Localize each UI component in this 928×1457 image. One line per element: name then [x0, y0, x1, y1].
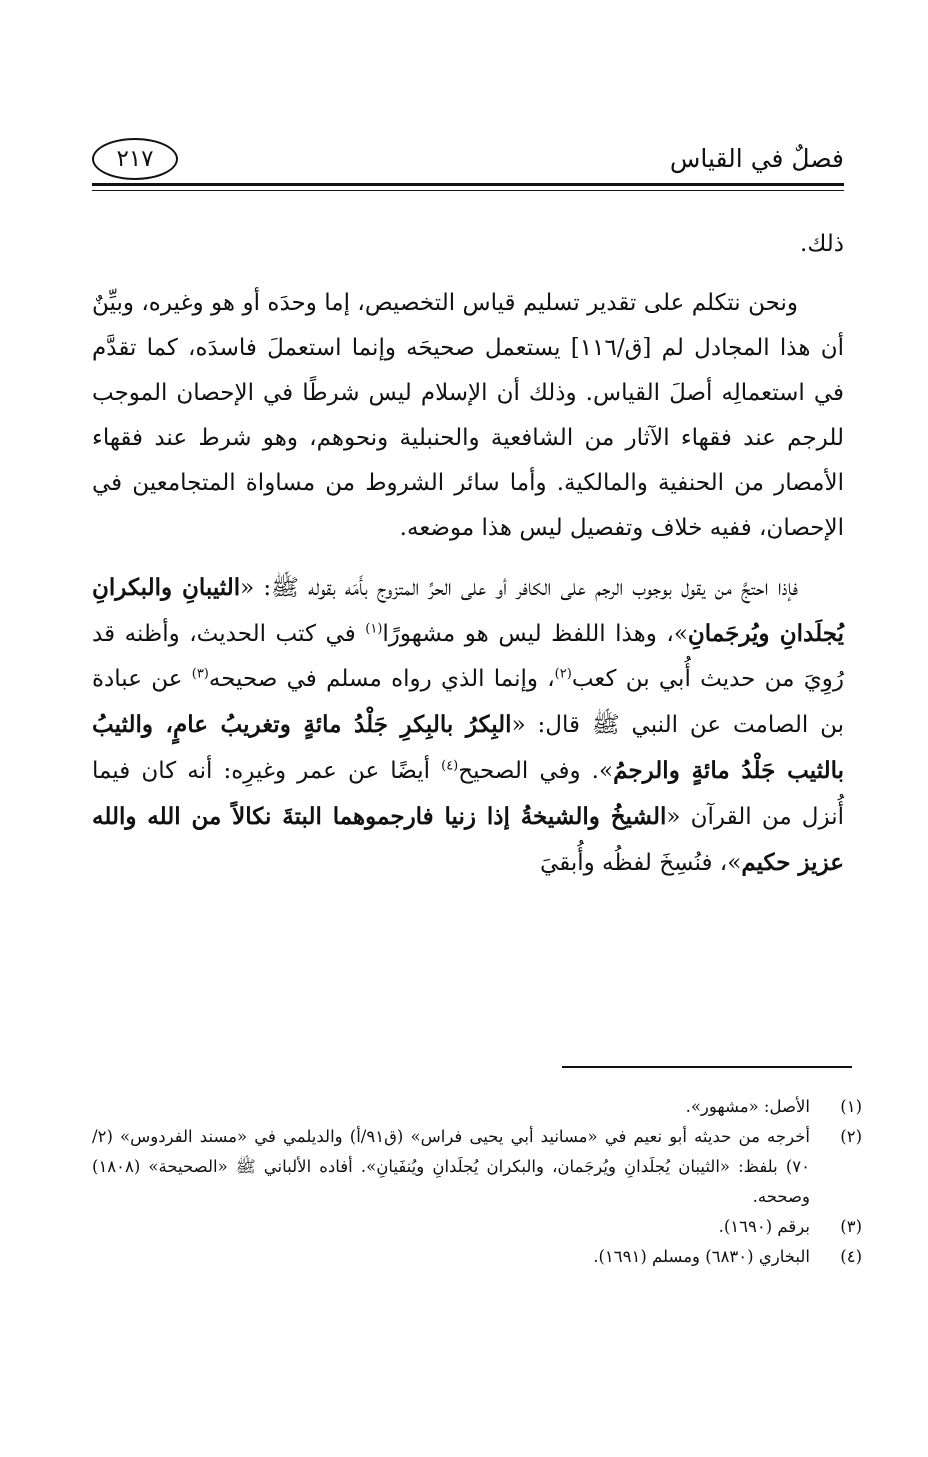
paragraph-3-text: في كتب الحديث، وأظنه قد رُوِيَ من حديث أُبي بن كعب — [92, 621, 844, 692]
footnote-number: (٢) — [840, 1127, 862, 1146]
paragraph-3-text: »، فنُسِخَ لفظُه وأُبقيَ — [540, 850, 742, 876]
hadith-quote-2: البِكرُ بالبِكرِ جَلْدُ مائةٍ وتغريبُ عامٍ، والثيبُ بالثيب جَلْدُ مائةٍ والرجمُ — [92, 711, 845, 784]
footnote-number: (٣) — [840, 1217, 862, 1236]
footnote-number: (٤) — [840, 1247, 862, 1266]
footnote-2 — [92, 1122, 862, 1212]
header-rule-thick — [92, 183, 844, 186]
page-header — [92, 138, 844, 184]
footnote-ref-3[interactable]: (٣) — [191, 666, 209, 682]
header-rule-thin — [92, 190, 844, 191]
footnote-ref-2[interactable]: (٢) — [554, 666, 572, 682]
paragraph-1 — [92, 222, 844, 267]
page-number-badge: ٢١٧ — [92, 138, 178, 180]
footnote-text: أخرجه من حديثه أبو نعيم في «مسانيد أبي يحيى فراس» (ق٩١/أ) والديلمي في «مسند الفردوس» (٢/ ٧٠) بلفظ: «الثيبان يُجلَدانِ ويُرجَمان، والبكران يُجلَدانِ ويُنفَيانِ». أفاده الألباني ﷺ «الصحيحة» (١٨٠٨) وصححه. — [92, 1127, 810, 1206]
paragraph-3 — [92, 565, 844, 886]
paragraph-1-text: ذلك. — [800, 231, 844, 257]
running-title: فصلٌ في القياس — [669, 144, 844, 173]
paragraph-3-text: ». وفي الصحيح — [458, 758, 614, 784]
footnote-4 — [92, 1242, 862, 1272]
paragraph-3-text: ، وإنما الذي رواه مسلم في صحيحه — [208, 666, 555, 692]
footnote-text: برقم (١٦٩٠). — [718, 1217, 810, 1236]
paragraph-3-text: أيضًا عن عمر وغيرِه: أنه كان فيما أُنزل من القرآن « — [92, 758, 844, 830]
paragraph-2-text: ونحن نتكلم على تقدير تسليم قياس التخصيص، إما وحدَه أو هو وغيره، وبيِّنٌ أن هذا المجادل لم [ق/١١٦] يستعمل صحيحَه وإنما استعملَ فاسدَه، كما تقدَّم في استعمالِه أصلَ القياس. وذلك أن الإسلام ليس شرطًا في الإحصان الموجب للرجم عند فقهاء الآثار من الشافعية والحنبلية ونحوهم، وهو شرط عند فقهاء الأمصار من الحنفية والمالكية. وأما سائر الشروط من مساواة المتجامعين في الإحصان، ففيه خلاف وتفصيل ليس هذا موضعه. — [92, 290, 844, 541]
paragraph-3-text: فإذا احتجَّ من يقول بوجوب الرجم على الكافر أو على الحرِّ المتزوج بأَمَه بقوله ﷺ: « — [240, 575, 798, 601]
paragraph-3-text: عن عبادة بن الصامت عن النبي ﷺ قال: « — [92, 666, 845, 738]
paragraph-2 — [92, 281, 844, 551]
footnote-text: البخاري (٦٨٣٠) ومسلم (١٦٩١). — [593, 1247, 810, 1266]
footnote-number: (١) — [840, 1097, 862, 1116]
quran-quote: الشيخُ والشيخةُ إذا زنيا فارجموهما البتةَ نكالاً من الله والله عزيز حكيم — [92, 803, 844, 876]
main-text — [92, 222, 844, 900]
footnote-1 — [92, 1092, 862, 1122]
paragraph-3-text: »، وهذا اللفظ ليس هو مشهورًا — [382, 621, 688, 647]
footnote-ref-4[interactable]: (٤) — [441, 758, 459, 774]
footnote-3 — [92, 1212, 862, 1242]
footnote-ref-1[interactable]: (١) — [365, 621, 383, 637]
footnotes — [92, 1092, 862, 1272]
hadith-quote-1: الثيبانِ والبكرانِ يُجلَدانِ ويُرجَمانِ — [92, 574, 844, 647]
footnote-separator — [562, 1066, 852, 1068]
footnote-text: الأصل: «مشهور». — [685, 1097, 810, 1116]
